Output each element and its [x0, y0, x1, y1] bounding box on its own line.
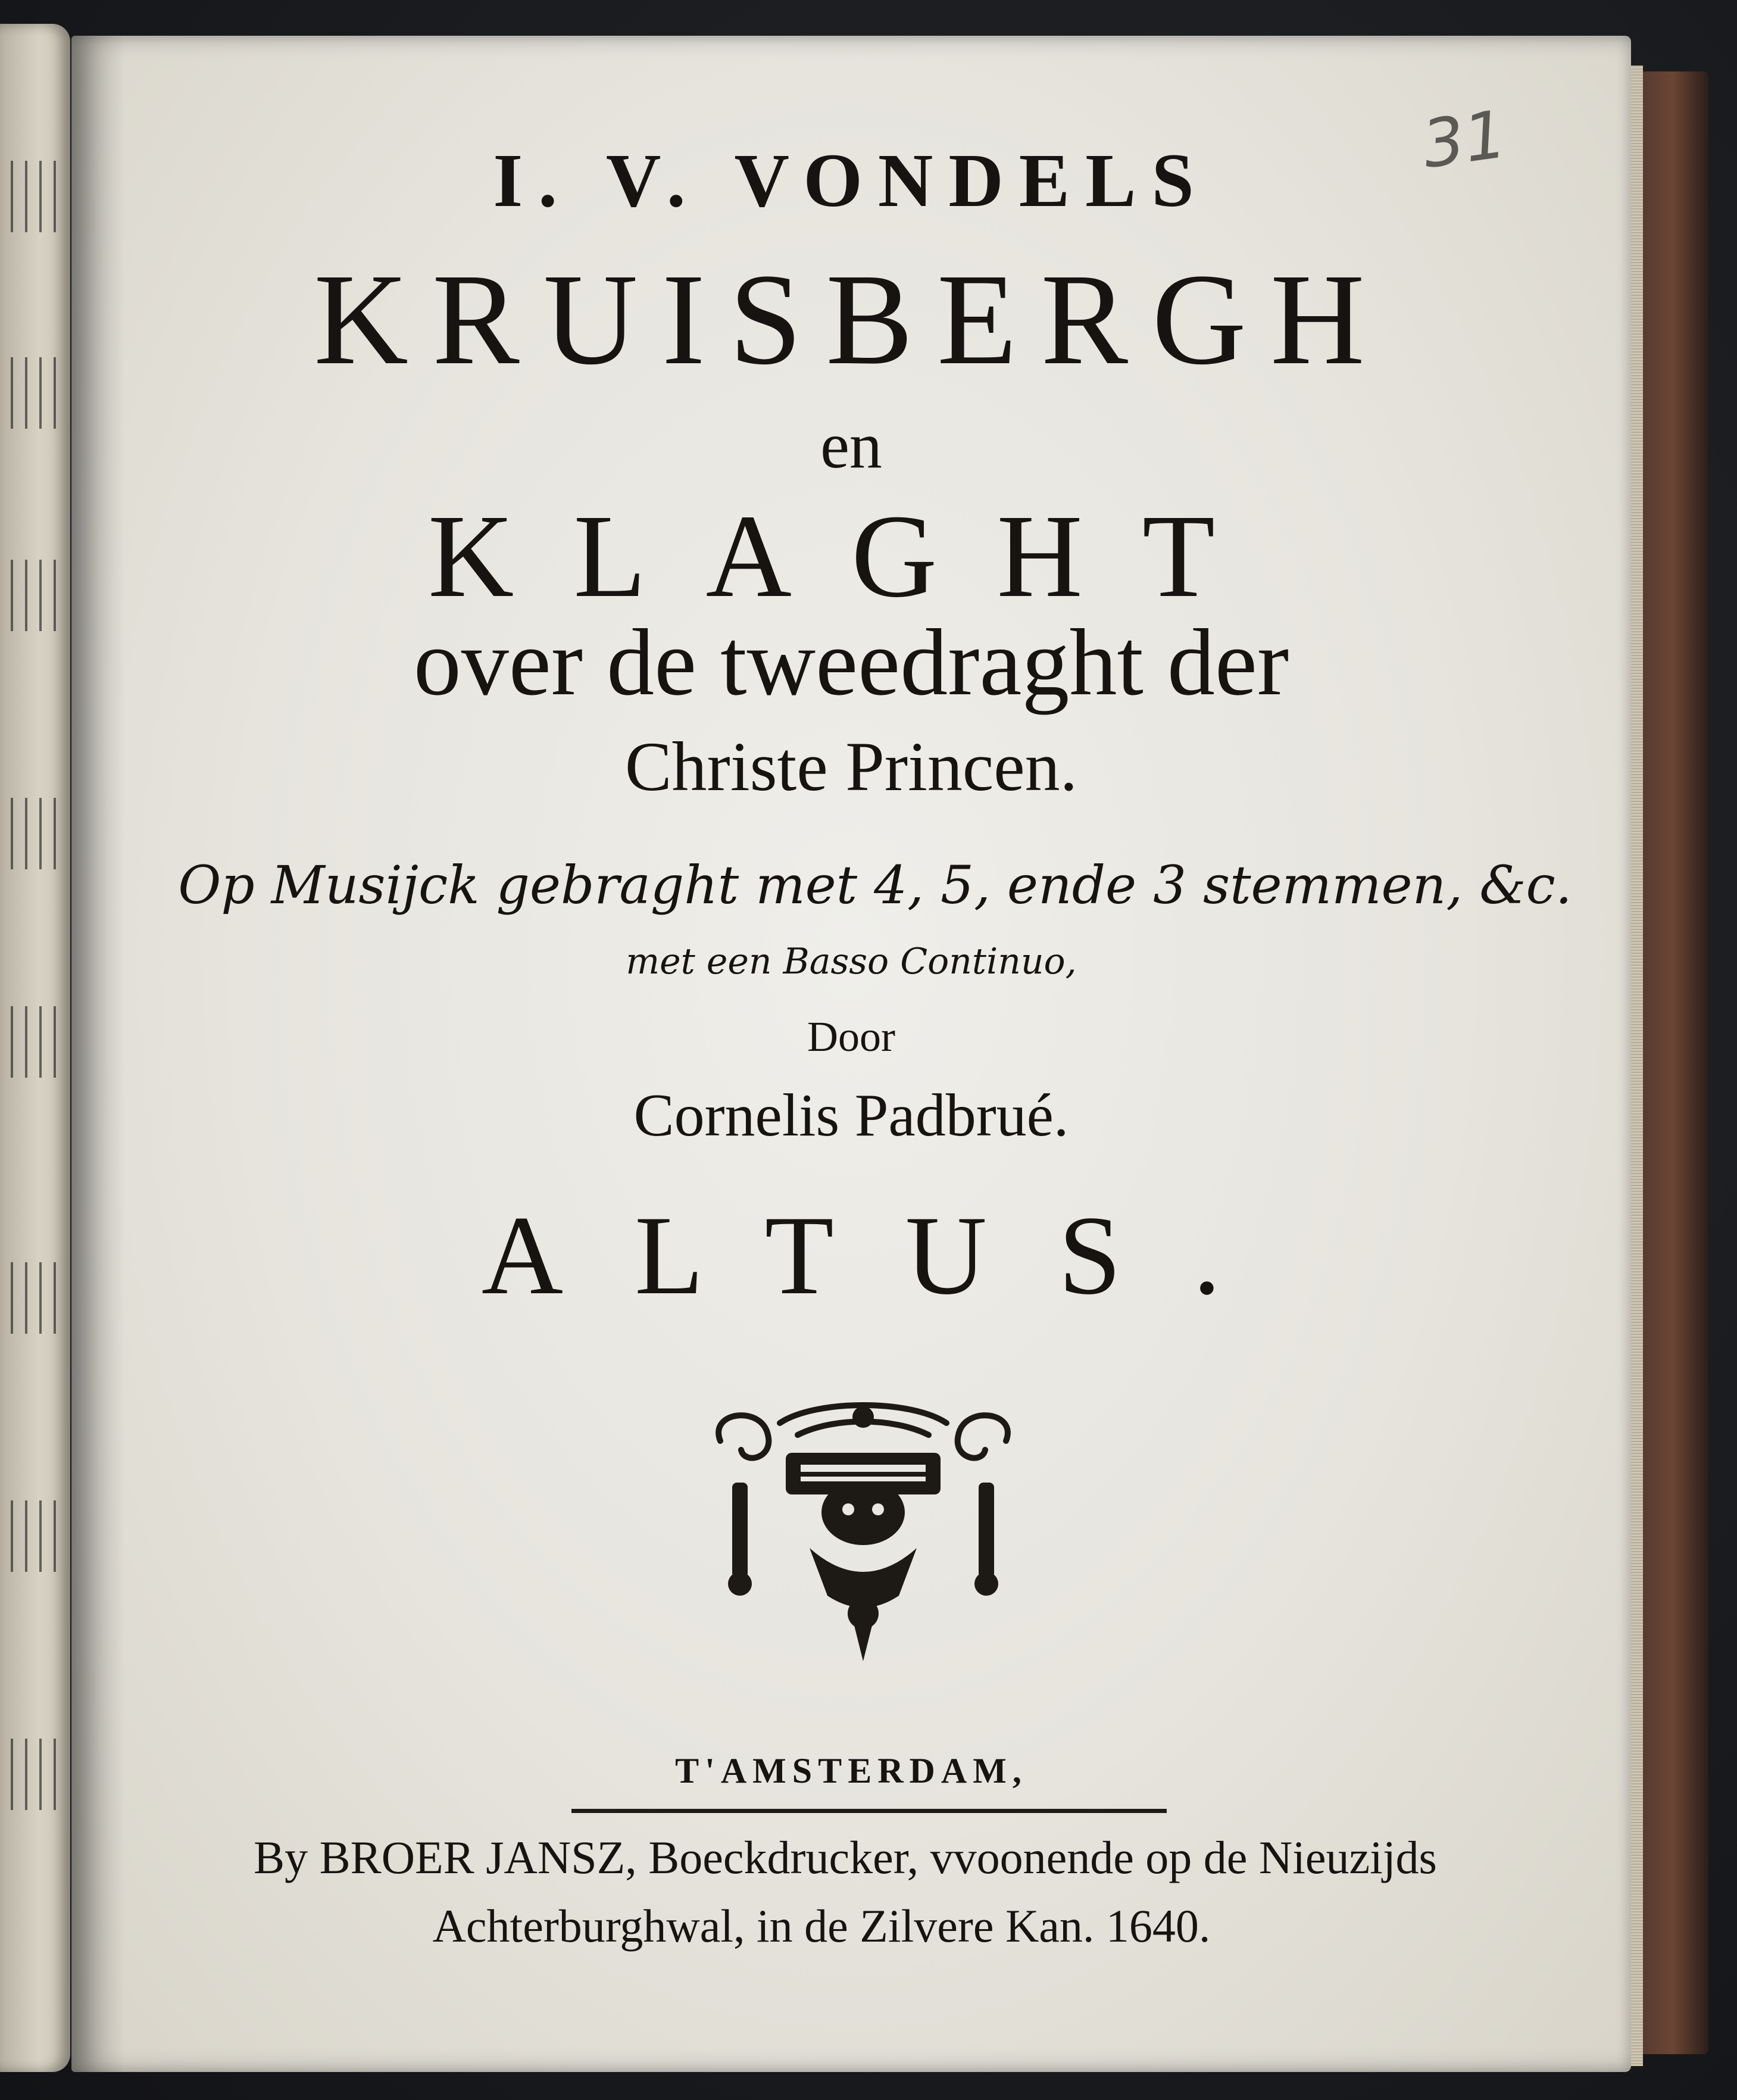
main-title: KRUISBERGH	[314, 246, 1389, 392]
music-staff-fragment	[5, 161, 62, 232]
music-staff-fragment	[5, 357, 62, 429]
imprint-place: T'AMSTERDAM,	[675, 1751, 1027, 1790]
subtitle-line-1: over de tweedraght der	[413, 609, 1289, 715]
part-name: ALTUS.	[481, 1193, 1293, 1318]
title-page	[71, 36, 1631, 2072]
music-staff-fragment	[5, 1262, 62, 1334]
imprint-line-1: By BROER JANSZ, Boeckdrucker, vvoonende op de Nieuzijds	[254, 1831, 1437, 1883]
facing-page-edge	[0, 24, 70, 2072]
composer-by: Door	[807, 1013, 895, 1060]
music-staff-fragment	[5, 1006, 62, 1078]
music-staff-fragment	[5, 1739, 62, 1810]
pencil-page-number: 31	[1417, 95, 1511, 183]
subtitle-line-2: Christe Princen.	[624, 728, 1078, 806]
imprint-line-2: Achterburghwal, in de Zilvere Kan. 1640.	[432, 1900, 1211, 1952]
conjunction: en	[820, 409, 882, 482]
music-line-1: Op Musijck gebraght met 4, 5, ende 3 stemmen, &c.	[178, 854, 1572, 916]
music-staff-fragment	[5, 560, 62, 631]
imprint-rule	[571, 1809, 1167, 1813]
printers-ornament	[696, 1399, 1030, 1673]
author-line: I. V. VONDELS	[493, 138, 1210, 223]
composer-name: Cornelis Padbrué.	[633, 1082, 1069, 1149]
music-staff-fragment	[5, 798, 62, 869]
music-staff-fragment	[5, 1500, 62, 1572]
music-line-2: met een Basso Continuo,	[626, 941, 1077, 982]
second-title: KLAGHT	[427, 491, 1275, 622]
